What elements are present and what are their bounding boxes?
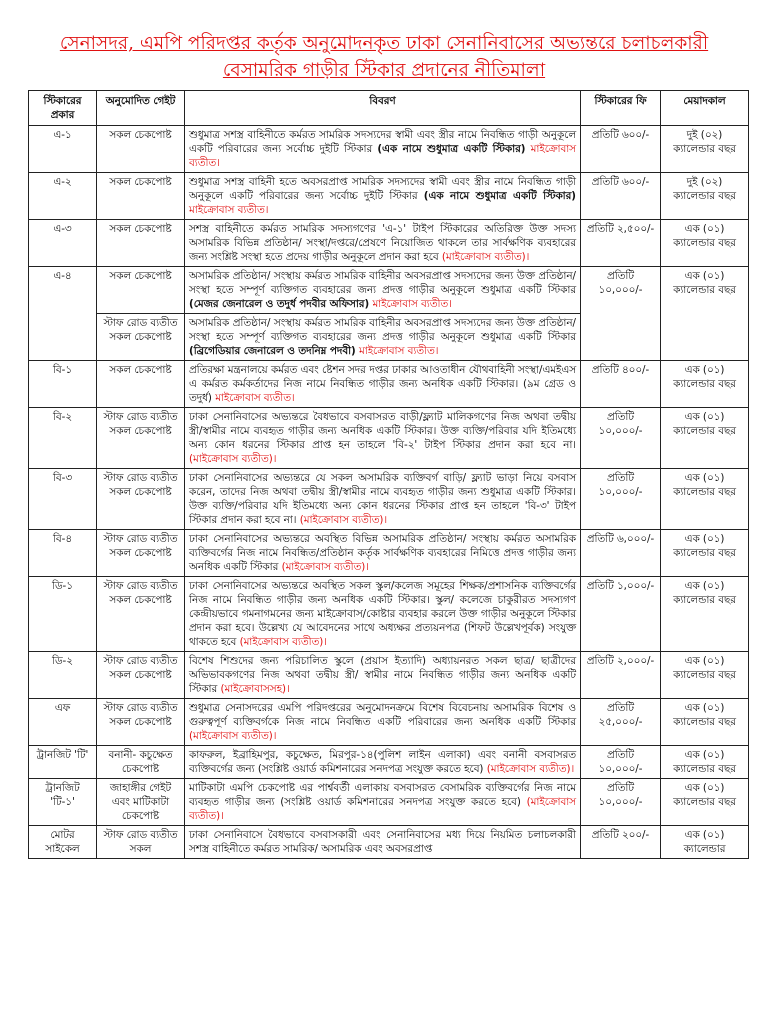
row-description bbox=[185, 577, 581, 652]
desc-bold: (এক নামে শুধুমাত্র একটি স্টিকার) bbox=[377, 143, 526, 155]
row-fee: প্রতিটি ২০০/- bbox=[581, 826, 661, 859]
desc-red: (মাইক্রোবাস ব্যতীত)। bbox=[189, 453, 277, 465]
row-type: মোটর সাইকেল bbox=[29, 826, 97, 859]
desc-text: শুধুমাত্র সশস্ত্র বাহিনী হতে অবসরপ্রাপ্ত সামরিক সদস্যদের স্বামী এবং স্ত্রীর নামে নিবন্ধিত গাড়ী অনুকূলে একটি পরিবারের জন্য সর্বোচ্চ দুইটি স্টিকার bbox=[189, 176, 576, 202]
table-row bbox=[29, 826, 749, 859]
row-description bbox=[185, 699, 581, 746]
desc-red: (মাইক্রোবাস ব্যতীত)। bbox=[299, 514, 388, 526]
row-duration: এক (০১) ক্যালেন্ডার বছর bbox=[661, 220, 749, 267]
row-type: বি-৪ bbox=[29, 530, 97, 577]
desc-red: (মাইক্রোবাস ব্যতীত)। bbox=[189, 796, 576, 822]
row-fee: প্রতিটি ৬,০০০/- bbox=[581, 530, 661, 577]
table-row bbox=[29, 361, 749, 408]
row-gate: বনানী- কচুক্ষেত চেকপোষ্ট bbox=[97, 746, 185, 779]
row-type: বি-৩ bbox=[29, 469, 97, 530]
row-fee: প্রতিটি ৬০০/- bbox=[581, 173, 661, 220]
row-duration: এক (০১) ক্যালেন্ডার বছর bbox=[661, 469, 749, 530]
row-duration: এক (০১) ক্যালেন্ডার বছর bbox=[661, 361, 749, 408]
table-row bbox=[29, 577, 749, 652]
title-line-1: সেনাসদর, এমপি পরিদপ্তর কর্তৃক অনুমোদনকৃত ঢাকা সেনানিবাসের অভ্যন্তরে চলাচলকারী bbox=[59, 33, 709, 54]
header-description: বিবরণ bbox=[185, 91, 581, 126]
desc-text: বিশেষ শিশুদের জন্য পরিচালিত স্কুলে (প্রয়াস ইত্যাদি) অধ্যায়নরত সকল ছাত্র/ ছাত্রীদের অভিভাবকগণের নিজ অথবা তদ্বীয় স্ত্রী/ স্বামীর নামে নিবন্ধিত গাড়ীর জন্য অনধিক একটি স্টিকার bbox=[189, 655, 576, 695]
row-description bbox=[185, 469, 581, 530]
desc-bold: (এক নামে শুধুমাত্র একটি স্টিকার) bbox=[423, 190, 577, 202]
desc-text: অসামরিক প্রতিষ্ঠান/ সংস্থায় কর্মরত সামরিক বাহিনীর অবসরপ্রাপ্ত সদস্যদের জন্য উক্ত প্রতিষ্ঠান/সংস্থা হতে সম্পূর্ণ ব্যক্তিগত ব্যবহারের জন্য প্রদত্ত গাড়ীর অনুকূলে শুধুমাত্র একটি স্টিকার bbox=[189, 270, 576, 296]
row-description bbox=[185, 220, 581, 267]
desc-bold: (ব্রিগেডিয়ার জেনারেল ও তদনিম্ন পদবী) bbox=[189, 345, 356, 357]
row-duration: এক (০১) ক্যালেন্ডার বছর bbox=[661, 267, 749, 361]
row-description bbox=[185, 530, 581, 577]
title-line-2: বেসামরিক গাড়ীর স্টিকার প্রদানের নীতিমালা bbox=[222, 60, 546, 81]
row-duration: এক (০১) ক্যালেন্ডার bbox=[661, 826, 749, 859]
row-description bbox=[185, 126, 581, 173]
row-fee: প্রতিটি ১০,০০০/- bbox=[581, 408, 661, 469]
row-gate: স্টাফ রোড ব্যতীত সকল চেকপোষ্ট bbox=[97, 530, 185, 577]
row-duration: এক (০১) ক্যালেন্ডার বছর bbox=[661, 408, 749, 469]
desc-red: (মাইক্রোবাস ব্যতীত)। bbox=[189, 730, 277, 742]
row-fee: প্রতিটি ৬০০/- bbox=[581, 126, 661, 173]
row-duration: এক (০১) ক্যালেন্ডার বছর bbox=[661, 699, 749, 746]
row-fee: প্রতিটি ২,০০০/- bbox=[581, 652, 661, 699]
row-fee: প্রতিটি ১০,০০০/- bbox=[581, 779, 661, 826]
row-description bbox=[185, 652, 581, 699]
row-type: এ-৪ bbox=[29, 267, 97, 361]
row-gate: স্টাফ রোড ব্যতীত সকল চেকপোষ্ট bbox=[97, 652, 185, 699]
row-gate: স্টাফ রোড ব্যতীত সকল bbox=[97, 826, 185, 859]
row-duration: এক (০১) ক্যালেন্ডার বছর bbox=[661, 577, 749, 652]
desc-red: মাইক্রোবাস ব্যতীত। bbox=[215, 392, 295, 404]
desc-text: সশস্ত্র বাহিনীতে কর্মরত সামরিক সদস্যগণের 'এ-১' টাইপ স্টিকারের অতিরিক্ত উক্ত সদস্য অসামরিক বিভিন্ন প্রতিষ্ঠান/ সংস্থা/দপ্তরে/প্রেষণে নিয়োজিত থাকলে তার সার্বক্ষণিক ব্যবহারের জন্য সংশ্লিষ্ট সংস্থা হতে প্রদেয় গাড়ীর অনুকূলে প্রদান করা হবে bbox=[189, 223, 576, 263]
desc-red: (মাইক্রোবাস ব্যতীত)। bbox=[239, 636, 327, 648]
row-gate: স্টাফ রোড ব্যতীত সকল চেকপোষ্ট bbox=[97, 314, 185, 361]
row-gate: স্টাফ রোড ব্যতীত সকল চেকপোষ্ট bbox=[97, 469, 185, 530]
row-fee: প্রতিটি ২৫,০০০/- bbox=[581, 699, 661, 746]
row-type: বি-১ bbox=[29, 361, 97, 408]
row-fee: প্রতিটি ১০,০০০/- bbox=[581, 469, 661, 530]
row-type: ডি-১ bbox=[29, 577, 97, 652]
row-description bbox=[185, 267, 581, 314]
row-type: এ-৩ bbox=[29, 220, 97, 267]
table-row bbox=[29, 530, 749, 577]
row-description bbox=[185, 746, 581, 779]
desc-text: ঢাকা সেনানিবাসের অভ্যন্তরে অবস্থিত সকল স্কুল/কলেজ সমূহের শিক্ষক/প্রশাসনিক ব্যক্তিবর্গের নিজ নামে নিবন্ধিত গাড়ীর জন্য অনধিক একটি স্টিকার। স্কুল/ কলেজে চাকুরীরত সদস্যগণ কেন্দ্রীয়ভাবে গমনাগমনের জন্য মাইক্রোবাস/কোষ্টার ব্যবহার করলে উক্ত গাড়ীর অনুকূলে স্টিকার প্রদান করা হবে। উল্লেখ্য যে আবেদনের সাথে অধ্যক্ষর প্রত্যয়নপত্র (শিফট উল্লেখপূর্বক) সংযুক্ত থাকতে হবে bbox=[189, 580, 576, 648]
row-type: এফ bbox=[29, 699, 97, 746]
desc-red: (মাইক্রোবাসসহ)। bbox=[220, 683, 290, 695]
row-gate: সকল চেকপোষ্ট bbox=[97, 126, 185, 173]
desc-red: মাইক্রোবাস ব্যতীত। bbox=[359, 345, 439, 357]
row-duration: এক (০১) ক্যালেন্ডার বছর bbox=[661, 530, 749, 577]
table-row bbox=[29, 173, 749, 220]
row-type: এ-১ bbox=[29, 126, 97, 173]
desc-text: অসামরিক প্রতিষ্ঠান/ সংস্থায় কর্মরত সামরিক বাহিনীর অবসরপ্রাপ্ত সদস্যদের জন্য উক্ত প্রতিষ্ঠান/সংস্থা হতে সম্পূর্ণ ব্যক্তিগত ব্যবহারের জন্য প্রদত্ত গাড়ীর অনুকূলে শুধুমাত্র একটি স্টিকার bbox=[189, 317, 576, 343]
table-row bbox=[29, 779, 749, 826]
row-fee: প্রতিটি ১,০০০/- bbox=[581, 577, 661, 652]
table-row bbox=[29, 267, 749, 314]
page-title bbox=[20, 30, 748, 84]
row-fee: প্রতিটি ১০,০০০/- bbox=[581, 746, 661, 779]
row-fee: প্রতিটি ২,৫০০/- bbox=[581, 220, 661, 267]
table-row bbox=[29, 699, 749, 746]
row-duration: এক (০১) ক্যালেন্ডার বছর bbox=[661, 652, 749, 699]
row-description bbox=[185, 314, 581, 361]
row-duration: দুই (০২) ক্যালেন্ডার বছর bbox=[661, 126, 749, 173]
sticker-policy-table bbox=[28, 90, 749, 859]
desc-text: কাফরুল, ইব্রাহিমপুর, কচুক্ষেত, মিরপুর-১৪(পুলিশ লাইন এলাকা) এবং বনানী বসবাসরত ব্যক্তিবর্গের জন্য (সংশ্লিষ্ট ওয়ার্ড কমিশনারের সনদপত্র সংযুক্ত করতে হবে) bbox=[189, 749, 576, 775]
row-description bbox=[185, 826, 581, 859]
header-duration: মেয়াদকাল bbox=[661, 91, 749, 126]
row-duration: দুই (০২) ক্যালেন্ডার বছর bbox=[661, 173, 749, 220]
header-approved-gate: অনুমোদিত গেইট bbox=[97, 91, 185, 126]
desc-text: প্রতিরক্ষা মন্ত্রনালয়ে কর্মরত এবং ষ্টেশন সদর দপ্তর ঢাকার আওতাধীন যৌথবাহিনী সংস্থা/এমইএস এ কর্মরত কর্মকর্তাদের নিজ নামে নিবন্ধিত গাড়ীর জন্য অনধিক একটি স্টিকার। (৯ম গ্রেড ও তদুর্ধ) bbox=[189, 364, 576, 404]
table-row bbox=[29, 746, 749, 779]
desc-text: শুধুমাত্র সশস্ত্র বাহিনীতে কর্মরত সামরিক সদস্যদের স্বামী এবং স্ত্রীর নামে নিবন্ধিত গাড়ী অনুকূলে একটি পরিবারের জন্য সর্বোচ্চ দুইটি স্টিকার bbox=[189, 129, 576, 155]
desc-text: ঢাকা সেনানিবাসের অভ্যন্তরে অবস্থিত বিভিন্ন অসামরিক প্রতিষ্ঠান/ সংস্থায় কর্মরত অসামরিক ব্যক্তিবর্গের নিজ নামে নিবন্ধিত/প্রতিষ্ঠান কর্তৃক সার্বক্ষণিক ব্যবহারের নিমিত্তে প্রদত্ত গাড়ীর জন্য অনধিক একটি স্টিকার bbox=[189, 533, 576, 573]
table-row bbox=[29, 408, 749, 469]
row-duration: এক (০১) ক্যালেন্ডার বছর bbox=[661, 746, 749, 779]
row-type: এ-২ bbox=[29, 173, 97, 220]
desc-red: (মাইক্রোবাস ব্যতীত)। bbox=[281, 561, 369, 573]
desc-text: ঢাকা সেনানিবাসে বৈধভাবে বসবাসকারী এবং সেনানিবাসের মধ্য দিয়ে নিয়মিত চলাচলকারী সশস্ত্র বাহিনীতে কর্মরত সামরিক/ অসামরিক এবং অবসরপ্রাপ্ত bbox=[189, 829, 576, 855]
row-gate: জাহাঙ্গীর গেইট এবং মাটিকাটা চেকপোষ্ট bbox=[97, 779, 185, 826]
desc-red: মাইক্রোবাস ব্যতীত। bbox=[189, 204, 269, 216]
row-description bbox=[185, 173, 581, 220]
table-row bbox=[29, 220, 749, 267]
table-body bbox=[29, 126, 749, 859]
row-gate: সকল চেকপোষ্ট bbox=[97, 173, 185, 220]
row-type: ট্রানজিট 'টি' bbox=[29, 746, 97, 779]
row-type: ডি-২ bbox=[29, 652, 97, 699]
row-gate: স্টাফ রোড ব্যতীত সকল চেকপোষ্ট bbox=[97, 408, 185, 469]
table-row bbox=[29, 126, 749, 173]
row-gate: সকল চেকপোষ্ট bbox=[97, 220, 185, 267]
row-description bbox=[185, 361, 581, 408]
row-gate: স্টাফ রোড ব্যতীত সকল চেকপোষ্ট bbox=[97, 699, 185, 746]
desc-text: মাটিকাটা এমপি চেকপোষ্ট এর পার্শ্ববর্তী এলাকায় বসবাসরত বেসামরিক ব্যক্তিবর্গের নিজ নামে ব্যবহৃত গাড়ীর জন্য (সংশ্লিষ্ট ওয়ার্ড কমিশনারের সনদপত্র সংযুক্ত করতে হবে) bbox=[189, 782, 576, 808]
desc-text: শুধুমাত্র সেনাসদরের এমপি পরিদপ্তরের অনুমোদনক্রমে বিশেষ বিবেচনায় অসামরিক বিশেষ ও গুরুত্বপূর্ণ ব্যক্তিবর্গকে নিজ নামে নিবন্ধিত একটি পরিবারের জন্য অনধিক একটি স্টিকার bbox=[189, 702, 576, 728]
row-gate: সকল চেকপোষ্ট bbox=[97, 361, 185, 408]
desc-text: ঢাকা সেনানিবাসের অভ্যন্তরে বৈধভাবে বসবাসরত বাড়ী/ফ্ল্যাট মালিকগণের নিজ অথবা তদ্বীয় স্ত্রী/স্বামীর নামে ব্যবহৃত গাড়ীর জন্য অনধিক একটি স্টিকার। উক্ত ব্যক্তি/পরিবার যদি ইতিমধ্যে অন্য কোন ধরনের স্টিকার প্রাপ্ত হন তাহলে 'বি-২' টাইপ স্টিকার প্রদান করা হবে না। bbox=[189, 411, 576, 451]
header-sticker-type: স্টিকারের প্রকার bbox=[29, 91, 97, 126]
row-gate: সকল চেকপোষ্ট bbox=[97, 267, 185, 314]
desc-red: (মাইক্রোবাস ব্যতীত)। bbox=[486, 763, 575, 775]
row-fee: প্রতিটি ১০,০০০/- bbox=[581, 267, 661, 361]
row-duration: এক (০১) ক্যালেন্ডার বছর bbox=[661, 779, 749, 826]
desc-red: মাইক্রোবাস ব্যতীত। bbox=[189, 143, 576, 169]
row-gate: স্টাফ রোড ব্যতীত সকল চেকপোষ্ট bbox=[97, 577, 185, 652]
row-description bbox=[185, 408, 581, 469]
table-row bbox=[29, 469, 749, 530]
row-fee: প্রতিটি ৪০০/- bbox=[581, 361, 661, 408]
desc-text: ঢাকা সেনানিবাসের অভ্যন্তরে যে সকল অসামরিক ব্যক্তিবর্গ বাড়ি/ ফ্ল্যাট ভাড়া নিয়ে বসবাস করেন, তাদের নিজ অথবা তদ্বীয় স্ত্রী/স্বামীর নামে ব্যবহৃত গাড়ীর জন্য শুধুমাত্র একটি স্টিকার। উক্ত ব্যক্তি/পরিবার যদি ইতিমধ্যে অন্য কোন ধরনের স্টিকার প্রাপ্ত হন তাহলে 'বি-৩' টাইপ স্টিকার প্রদান করা হবে না। bbox=[189, 472, 576, 526]
table-row bbox=[29, 652, 749, 699]
desc-red: (মাইক্রোবাস ব্যতীত)। bbox=[441, 251, 530, 263]
desc-bold: (মেজর জেনারেল ও তদুর্ধ পদবীর অফিসার) bbox=[189, 298, 370, 310]
desc-red: মাইক্রোবাস ব্যতীত। bbox=[372, 298, 452, 310]
row-type: বি-২ bbox=[29, 408, 97, 469]
table-header-row bbox=[29, 91, 749, 126]
header-sticker-fee: স্টিকারের ফি bbox=[581, 91, 661, 126]
row-description bbox=[185, 779, 581, 826]
row-type: ট্রানজিট 'টি-১' bbox=[29, 779, 97, 826]
